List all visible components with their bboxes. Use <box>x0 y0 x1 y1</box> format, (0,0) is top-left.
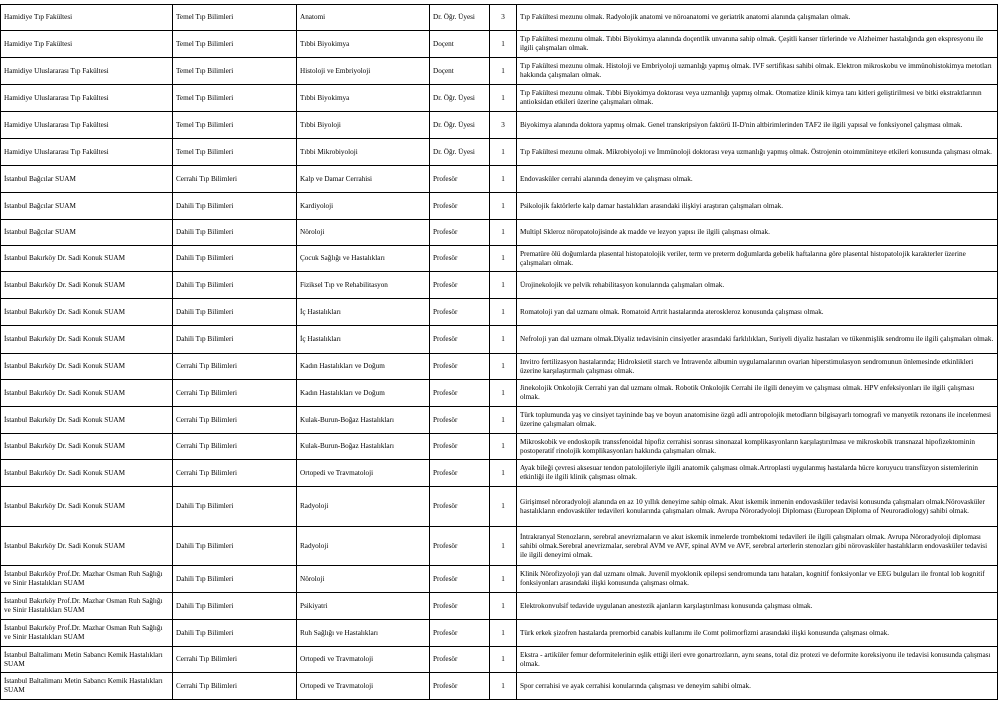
cell-requirement: Ekstra - artiküler femur deformitelerinin eşlik ettiği ileri evre gonartrozların, aynı seans, total diz protezi ve deformite koreksiyonu ile tedavisi konusunda çalışması olmak. <box>517 647 998 673</box>
cell-department: Nöroloji <box>297 566 430 593</box>
cell-department: İç Hastalıkları <box>297 299 430 326</box>
cell-requirement: Jinekolojik Onkolojik Cerrahi yan dal uzmanı olmak. Robotik Onkolojik Cerrahi ile ilgili deneyim ve çalışması olmak. HPV enfeksiyonları ile ilgili çalışması olmak. <box>517 380 998 407</box>
cell-count: 3 <box>490 112 517 139</box>
cell-title: Profesör <box>430 354 490 380</box>
cell-count: 3 <box>490 5 517 31</box>
cell-field: Dahili Tıp Bilimleri <box>173 220 297 246</box>
cell-field: Dahili Tıp Bilimleri <box>173 566 297 593</box>
cell-title: Dr. Öğr. Üyesi <box>430 85 490 112</box>
cell-field: Cerrahi Tıp Bilimleri <box>173 354 297 380</box>
cell-field: Temel Tıp Bilimleri <box>173 31 297 58</box>
cell-requirement: Tıp Fakültesi mezunu olmak. Histoloji ve Embriyoloji uzmanlığı yapmış olmak. IVF sertifikası sahibi olmak. Elektron mikroskobu ve immünohistokimya metotları hakkında çalışmaları olmak. <box>517 58 998 85</box>
cell-field: Cerrahi Tıp Bilimleri <box>173 673 297 700</box>
cell-field: Dahili Tıp Bilimleri <box>173 299 297 326</box>
cell-title: Doçent <box>430 31 490 58</box>
cell-department: Tıbbi Mikrobiyoloji <box>297 139 430 166</box>
table-row <box>1 460 998 487</box>
cell-field: Cerrahi Tıp Bilimleri <box>173 380 297 407</box>
cell-requirement: Spor cerrahisi ve ayak cerrahisi konularında çalışması ve deneyim sahibi olmak. <box>517 673 998 700</box>
table-row <box>1 326 998 354</box>
table-row <box>1 647 998 673</box>
cell-field: Dahili Tıp Bilimleri <box>173 193 297 220</box>
table-row <box>1 354 998 380</box>
table-row <box>1 5 998 31</box>
cell-institution: İstanbul Bağcılar SUAM <box>1 220 173 246</box>
cell-title: Profesör <box>430 407 490 434</box>
table-row <box>1 139 998 166</box>
cell-institution: İstanbul Bakırköy Dr. Sadi Konuk SUAM <box>1 407 173 434</box>
cell-department: Ortopedi ve Travmatoloji <box>297 673 430 700</box>
cell-department: Nöroloji <box>297 220 430 246</box>
cell-count: 1 <box>490 407 517 434</box>
cell-count: 1 <box>490 620 517 647</box>
cell-department: Ortopedi ve Travmatoloji <box>297 460 430 487</box>
cell-department: Tıbbi Biyoloji <box>297 112 430 139</box>
cell-count: 1 <box>490 139 517 166</box>
cell-institution: Hamidiye Uluslararası Tıp Fakültesi <box>1 58 173 85</box>
positions-table-body <box>1 5 998 700</box>
cell-count: 1 <box>490 566 517 593</box>
cell-title: Profesör <box>430 193 490 220</box>
cell-count: 1 <box>490 673 517 700</box>
cell-institution: İstanbul Bakırköy Dr. Sadi Konuk SUAM <box>1 299 173 326</box>
cell-count: 1 <box>490 31 517 58</box>
cell-institution: İstanbul Bakırköy Prof.Dr. Mazhar Osman Ruh Sağlığı ve Sinir Hastalıkları SUAM <box>1 593 173 620</box>
cell-department: Kalp ve Damar Cerrahisi <box>297 166 430 193</box>
cell-count: 1 <box>490 434 517 460</box>
cell-title: Profesör <box>430 166 490 193</box>
cell-institution: İstanbul Bakırköy Dr. Sadi Konuk SUAM <box>1 380 173 407</box>
cell-count: 1 <box>490 58 517 85</box>
cell-institution: İstanbul Baltalimanı Metin Sabancı Kemik Hastalıkları SUAM <box>1 673 173 700</box>
cell-institution: İstanbul Bakırköy Dr. Sadi Konuk SUAM <box>1 487 173 527</box>
cell-count: 1 <box>490 527 517 566</box>
cell-requirement: Türk toplumunda yaş ve cinsiyet tayininde baş ve boyun anatomisine özgü adli antropolojik metodların bilgisayarlı tomografi ve manyetik rezonans ile incelenmesi üzerine çalışmaları olmak. <box>517 407 998 434</box>
table-row <box>1 58 998 85</box>
table-row <box>1 272 998 299</box>
cell-institution: Hamidiye Uluslararası Tıp Fakültesi <box>1 139 173 166</box>
cell-department: Kardiyoloji <box>297 193 430 220</box>
cell-count: 1 <box>490 593 517 620</box>
cell-title: Dr. Öğr. Üyesi <box>430 5 490 31</box>
cell-field: Dahili Tıp Bilimleri <box>173 246 297 272</box>
cell-department: Kadın Hastalıkları ve Doğum <box>297 380 430 407</box>
cell-field: Cerrahi Tıp Bilimleri <box>173 434 297 460</box>
table-row <box>1 673 998 700</box>
cell-department: Psikiyatri <box>297 593 430 620</box>
cell-institution: İstanbul Bakırköy Dr. Sadi Konuk SUAM <box>1 434 173 460</box>
cell-count: 1 <box>490 220 517 246</box>
cell-department: Radyoloji <box>297 487 430 527</box>
cell-institution: Hamidiye Tıp Fakültesi <box>1 5 173 31</box>
cell-institution: İstanbul Bakırköy Dr. Sadi Konuk SUAM <box>1 326 173 354</box>
cell-field: Dahili Tıp Bilimleri <box>173 620 297 647</box>
cell-department: Tıbbi Biyokimya <box>297 85 430 112</box>
cell-field: Temel Tıp Bilimleri <box>173 139 297 166</box>
table-row <box>1 593 998 620</box>
cell-title: Profesör <box>430 326 490 354</box>
cell-department: Radyoloji <box>297 527 430 566</box>
cell-title: Profesör <box>430 460 490 487</box>
cell-count: 1 <box>490 166 517 193</box>
table-row <box>1 166 998 193</box>
cell-department: Çocuk Sağlığı ve Hastalıkları <box>297 246 430 272</box>
cell-title: Profesör <box>430 593 490 620</box>
cell-institution: Hamidiye Uluslararası Tıp Fakültesi <box>1 112 173 139</box>
cell-requirement: Tıp Fakültesi mezunu olmak. Radyolojik anatomi ve nöroanatomi ve geriatrik anatomi alanında çalışmaları olmak. <box>517 5 998 31</box>
cell-title: Profesör <box>430 380 490 407</box>
cell-field: Temel Tıp Bilimleri <box>173 58 297 85</box>
cell-count: 1 <box>490 380 517 407</box>
cell-count: 1 <box>490 85 517 112</box>
table-row <box>1 527 998 566</box>
table-row <box>1 246 998 272</box>
cell-title: Profesör <box>430 527 490 566</box>
cell-institution: İstanbul Bakırköy Prof.Dr. Mazhar Osman Ruh Sağlığı ve Sinir Hastalıkları SUAM <box>1 620 173 647</box>
cell-department: Kulak-Burun-Boğaz Hastalıkları <box>297 407 430 434</box>
cell-title: Doçent <box>430 58 490 85</box>
cell-title: Dr. Öğr. Üyesi <box>430 139 490 166</box>
table-row <box>1 220 998 246</box>
table-row <box>1 193 998 220</box>
table-row <box>1 620 998 647</box>
cell-requirement: Biyokimya alanında doktora yapmış olmak. Genel transkripsiyon faktörü II-D'nin altbirimlerinden TAF2 ile ilgili yapısal ve fonksiyonel çalışması olmak. <box>517 112 998 139</box>
cell-institution: Hamidiye Uluslararası Tıp Fakültesi <box>1 85 173 112</box>
cell-count: 1 <box>490 487 517 527</box>
cell-count: 1 <box>490 193 517 220</box>
cell-title: Profesör <box>430 434 490 460</box>
cell-requirement: Tıp Fakültesi mezunu olmak. Mikrobiyoloji ve İmmünoloji doktorası veya uzmanlığı yapmış olmak. Östrojenin otoimmüniteye etkileri konusunda çalışması olmak. <box>517 139 998 166</box>
cell-department: Ortopedi ve Travmatoloji <box>297 647 430 673</box>
cell-requirement: Klinik Nörofizyoloji yan dal uzmanı olmak. Juvenil myoklonik epilepsi sendromunda tanı hataları, kognitif fonksiyonlar ve EEG bulguları ile frontal lob kognitif fonksiyonları arasındaki ilişki konusunda çalışması olmak. <box>517 566 998 593</box>
cell-institution: İstanbul Bağcılar SUAM <box>1 166 173 193</box>
cell-field: Dahili Tıp Bilimleri <box>173 272 297 299</box>
cell-title: Profesör <box>430 487 490 527</box>
cell-requirement: Psikolojik faktörlerle kalp damar hastalıkları arasındaki ilişkiyi araştıran çalışmaları olmak. <box>517 193 998 220</box>
cell-title: Profesör <box>430 220 490 246</box>
cell-field: Temel Tıp Bilimleri <box>173 85 297 112</box>
cell-requirement: Romatoloji yan dal uzmanı olmak. Romatoid Artrit hastalarında ateroskleroz konusunda çalışması olmak. <box>517 299 998 326</box>
cell-department: Kulak-Burun-Boğaz Hastalıkları <box>297 434 430 460</box>
cell-field: Dahili Tıp Bilimleri <box>173 326 297 354</box>
cell-requirement: Türk erkek şizofren hastalarda premorbid canabis kullanımı ile Comt polimorfizmi arasındaki ilişki konusunda çalışması olmak. <box>517 620 998 647</box>
cell-department: Tıbbi Biyokimya <box>297 31 430 58</box>
cell-requirement: Ürojinekolojik ve pelvik rehabilitasyon konularında çalışmaları olmak. <box>517 272 998 299</box>
cell-count: 1 <box>490 647 517 673</box>
cell-count: 1 <box>490 246 517 272</box>
cell-count: 1 <box>490 299 517 326</box>
cell-title: Profesör <box>430 246 490 272</box>
cell-field: Cerrahi Tıp Bilimleri <box>173 460 297 487</box>
table-row <box>1 380 998 407</box>
cell-field: Cerrahi Tıp Bilimleri <box>173 647 297 673</box>
cell-title: Profesör <box>430 272 490 299</box>
cell-title: Profesör <box>430 647 490 673</box>
cell-requirement: Prematüre ölü doğumlarda plasental histopatolojik veriler, term ve preterm doğumlarda gebelik haftalarına göre plasental histopatolojik karakterler üzerine çalışmaları olmak. <box>517 246 998 272</box>
table-row <box>1 566 998 593</box>
cell-requirement: Multipl Skleroz nöropatolojisinde ak madde ve lezyon yapısı ile ilgili çalışması olmak. <box>517 220 998 246</box>
table-row <box>1 487 998 527</box>
cell-count: 1 <box>490 460 517 487</box>
table-row <box>1 85 998 112</box>
cell-requirement: Tıp Fakültesi mezunu olmak. Tıbbi Biyokimya alanında doçentlik unvanına sahip olmak. Çeşitli kanser türlerinde ve Alzheimer hastalığında gen ekspresyonu ile ilgili çalışmaları olmak. <box>517 31 998 58</box>
cell-department: Kadın Hastalıkları ve Doğum <box>297 354 430 380</box>
cell-department: Fiziksel Tıp ve Rehabilitasyon <box>297 272 430 299</box>
cell-institution: İstanbul Baltalimanı Metin Sabancı Kemik Hastalıkları SUAM <box>1 647 173 673</box>
cell-requirement: Mikroskobik ve endoskopik transsfenoidal hipofiz cerrahisi sonrası sinonazal komplikasyonların karşılaştırılması ve mikroskobik transnazal hipofizektominin postoperatif rinolojik komplikasyonları hakkında çalışmaları olmak. <box>517 434 998 460</box>
cell-department: İç Hastalıkları <box>297 326 430 354</box>
cell-requirement: Nefroloji yan dal uzmanı olmak.Diyaliz tedavisinin cinsiyetler arasındaki farklılıkları, Suriyeli diyaliz hastaları ve tükenmişlik sendromu ile ilgili çalışmaları olmak. <box>517 326 998 354</box>
cell-institution: İstanbul Bakırköy Dr. Sadi Konuk SUAM <box>1 354 173 380</box>
cell-requirement: Ayak bileği çevresi aksesuar tendon patolojileriyle ilgili anatomik çalışması olmak.Artroplasti uygulanmış hastalarda hücre koruyucu transfüzyon sistemlerinin etkinliği ile ilgili klinik çalışması olmak. <box>517 460 998 487</box>
cell-field: Dahili Tıp Bilimleri <box>173 593 297 620</box>
cell-field: Dahili Tıp Bilimleri <box>173 527 297 566</box>
table-row <box>1 434 998 460</box>
cell-field: Temel Tıp Bilimleri <box>173 5 297 31</box>
cell-requirement: Elektrokonvulsif tedavide uygulanan anestezik ajanların karşılaştırılması konusunda çalışması olmak. <box>517 593 998 620</box>
cell-title: Dr. Öğr. Üyesi <box>430 112 490 139</box>
cell-institution: İstanbul Bakırköy Prof.Dr. Mazhar Osman Ruh Sağlığı ve Sinir Hastalıkları SUAM <box>1 566 173 593</box>
cell-department: Anatomi <box>297 5 430 31</box>
cell-title: Profesör <box>430 673 490 700</box>
table-row <box>1 112 998 139</box>
table-row <box>1 299 998 326</box>
cell-requirement: Girişimsel nöroradyoloji alanında en az 10 yıllık deneyime sahip olmak. Akut iskemik inmenin endovasküler tedavisi konusunda çalışmaları olmak.Nörovasküler hastalıkların endovasküler tedavileri konularında çalışmaları olmak. Avrupa Nöroradyoloji Diploması (European Diploma of Neuroradiology) sahibi olmak. <box>517 487 998 527</box>
table-row <box>1 407 998 434</box>
cell-field: Cerrahi Tıp Bilimleri <box>173 407 297 434</box>
cell-institution: İstanbul Bakırköy Dr. Sadi Konuk SUAM <box>1 246 173 272</box>
cell-department: Ruh Sağlığı ve Hastalıkları <box>297 620 430 647</box>
table-row <box>1 31 998 58</box>
cell-title: Profesör <box>430 620 490 647</box>
cell-institution: Hamidiye Tıp Fakültesi <box>1 31 173 58</box>
cell-field: Cerrahi Tıp Bilimleri <box>173 166 297 193</box>
cell-field: Dahili Tıp Bilimleri <box>173 487 297 527</box>
cell-requirement: Invitro fertilizasyon hastalarında; Hidroksietil starch ve İntravenöz albumin uygulamalarının ovarian hiperstimulasyon sendromunun önlemesinde etkinlikleri üzerine karşılaştırmalı çalışması olmak. <box>517 354 998 380</box>
cell-requirement: Endovasküler cerrahi alanında deneyim ve çalışması olmak. <box>517 166 998 193</box>
cell-institution: İstanbul Bakırköy Dr. Sadi Konuk SUAM <box>1 272 173 299</box>
cell-count: 1 <box>490 326 517 354</box>
positions-table <box>0 4 998 700</box>
cell-institution: İstanbul Bağcılar SUAM <box>1 193 173 220</box>
cell-department: Histoloji ve Embriyoloji <box>297 58 430 85</box>
cell-field: Temel Tıp Bilimleri <box>173 112 297 139</box>
cell-requirement: İntrakranyal Stenozların, serebral anevrizmaların ve akut iskemik inmelerde trombektomi tedavileri ile ilgili çalışmaları olmak. Avrupa Nöroradyoloji diploması sahibi olmak.Serebral anevrizmalar, serebral AVM ve AVF, spinal AVM ve AVF, serebral arterlerin stenozları gibi nörovasküler hastalıkların endovasküler tedavisi ile ilgili deneyimi olmak. <box>517 527 998 566</box>
cell-institution: İstanbul Bakırköy Dr. Sadi Konuk SUAM <box>1 460 173 487</box>
cell-count: 1 <box>490 272 517 299</box>
cell-title: Profesör <box>430 299 490 326</box>
cell-institution: İstanbul Bakırköy Dr. Sadi Konuk SUAM <box>1 527 173 566</box>
cell-title: Profesör <box>430 566 490 593</box>
cell-requirement: Tıp Fakültesi mezunu olmak. Tıbbi Biyokimya doktorası veya uzmanlığı yapmış olmak. Otomatize klinik kimya tanı kitleri geliştirilmesi ve bitki ekstraktlarının antioksidan etkileri üzerine çalışmaları olmak. <box>517 85 998 112</box>
cell-count: 1 <box>490 354 517 380</box>
